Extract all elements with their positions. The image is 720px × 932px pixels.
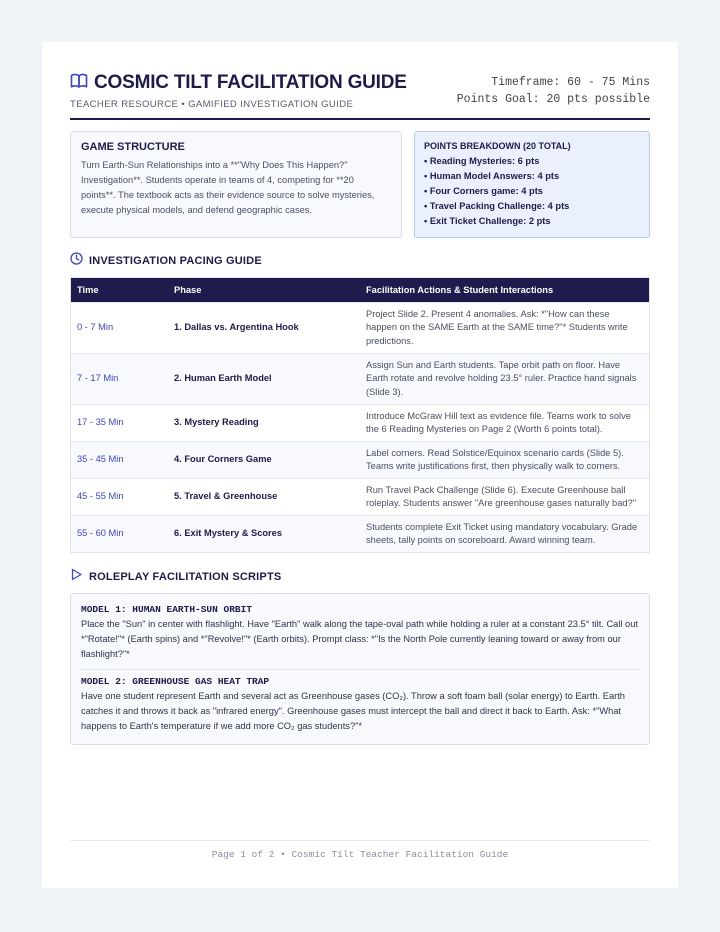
model-1-body: Place the "Sun" in center with flashlight. Have "Earth" walk along the tape-oval path while holding a ruler at a constant 23.5° tilt. Call out *"Rotate!"* (Earth spins) and *"Revolve!"* (Earth orbits). Prompt class: *"Is the North Pole currently leaning toward or away from our flashlight?"*: [81, 619, 638, 659]
clock-icon: [70, 252, 83, 270]
table-header-row: [71, 278, 650, 303]
points-breakdown-title: POINTS BREAKDOWN (20 TOTAL): [424, 141, 571, 151]
points-item: • Human Model Answers: 4 pts: [424, 171, 560, 181]
row-time: 35 - 45 Min: [71, 442, 169, 479]
row-phase: 2. Human Earth Model: [168, 354, 360, 405]
row-time: 7 - 17 Min: [71, 354, 169, 405]
play-icon: [70, 568, 83, 586]
roleplay-heading: [70, 568, 650, 586]
table-row: [71, 442, 650, 479]
row-phase: 5. Travel & Greenhouse: [168, 479, 360, 516]
model-2-title: MODEL 2: GREENHOUSE GAS HEAT TRAP: [81, 676, 270, 687]
timeframe: Timeframe: 60 - 75 Mins: [491, 76, 650, 89]
row-actions: Students complete Exit Ticket using mandatory vocabulary. Grade sheets, tally points on scoreboard. Award winning team.: [360, 516, 650, 553]
page-header: [70, 72, 650, 120]
header-meta: [457, 74, 650, 108]
row-actions: Assign Sun and Earth students. Tape orbit path on floor. Have Earth rotate and revolve holding 23.5° ruler. Practice hand signals (Slide 3).: [360, 354, 650, 405]
points-item: • Exit Ticket Challenge: 2 pts: [424, 216, 551, 226]
row-phase: 1. Dallas vs. Argentina Hook: [168, 303, 360, 354]
column-header-time: Time: [71, 278, 169, 303]
table-row: [71, 479, 650, 516]
game-structure-body: Turn Earth-Sun Relationships into a **"Why Does This Happen?" Investigation**. Students operate in teams of 4, competing for **20 points**. The textbook acts as their evidence source to solve mysteries, execute physical models, and defend geographic cases.: [81, 160, 375, 215]
points-breakdown-card: [414, 131, 650, 238]
roleplay-box: [70, 593, 650, 745]
pacing-table: [70, 277, 650, 553]
row-time: 17 - 35 Min: [71, 405, 169, 442]
table-row: [71, 354, 650, 405]
row-time: 55 - 60 Min: [71, 516, 169, 553]
row-actions: Project Slide 2. Present 4 anomalies. Ask: *"How can these happen on the SAME Earth at the SAME time?"* Students write predictions.: [360, 303, 650, 354]
points-item: • Reading Mysteries: 6 pts: [424, 156, 540, 166]
row-time: 45 - 55 Min: [71, 479, 169, 516]
points-goal: Points Goal: 20 pts possible: [456, 93, 650, 106]
row-actions: Run Travel Pack Challenge (Slide 6). Execute Greenhouse ball roleplay. Students answer "Are greenhouse gases naturally bad?": [360, 479, 650, 516]
points-list: [424, 154, 640, 229]
table-row: [71, 303, 650, 354]
page-footer: Page 1 of 2 • Cosmic Tilt Teacher Facilitation Guide: [70, 840, 650, 860]
row-phase: 4. Four Corners Game: [168, 442, 360, 479]
column-header-actions: Facilitation Actions & Student Interactions: [360, 278, 650, 303]
table-row: [71, 516, 650, 553]
table-row: [71, 405, 650, 442]
book-icon: [70, 73, 88, 94]
page-subtitle: TEACHER RESOURCE • GAMIFIED INVESTIGATION GUIDE: [70, 99, 354, 110]
page-title: COSMIC TILT FACILITATION GUIDE: [94, 72, 407, 93]
points-item: • Four Corners game: 4 pts: [424, 186, 543, 196]
guide-page: [42, 42, 678, 888]
structure-cards: [70, 131, 650, 238]
row-phase: 6. Exit Mystery & Scores: [168, 516, 360, 553]
model-1-title: MODEL 1: HUMAN EARTH-SUN ORBIT: [81, 604, 253, 615]
row-phase: 3. Mystery Reading: [168, 405, 360, 442]
game-structure-title: GAME STRUCTURE: [81, 141, 185, 153]
row-time: 0 - 7 Min: [71, 303, 169, 354]
pacing-title: INVESTIGATION PACING GUIDE: [89, 255, 262, 267]
roleplay-title: ROLEPLAY FACILITATION SCRIPTS: [89, 571, 282, 583]
model-divider: [81, 669, 639, 670]
row-actions: Introduce McGraw Hill text as evidence file. Teams work to solve the 6 Reading Mysteries on Page 2 (Worth 6 points total).: [360, 405, 650, 442]
row-actions: Label corners. Read Solstice/Equinox scenario cards (Slide 5). Teams write justifications first, then physically walk to corners.: [360, 442, 650, 479]
pacing-heading: [70, 252, 650, 270]
points-item: • Travel Packing Challenge: 4 pts: [424, 201, 570, 211]
column-header-phase: Phase: [168, 278, 360, 303]
model-2-body: Have one student represent Earth and several act as Greenhouse gases (CO₂). Throw a soft foam ball (solar energy) to Earth. Earth catches it and throws it back as "infrared energy". Greenhouse gases must intercept the ball and direct it back to Earth. Ask: *"What happens to Earth's temperature if we add more CO₂ gas students?"*: [81, 691, 625, 731]
game-structure-card: [70, 131, 402, 238]
